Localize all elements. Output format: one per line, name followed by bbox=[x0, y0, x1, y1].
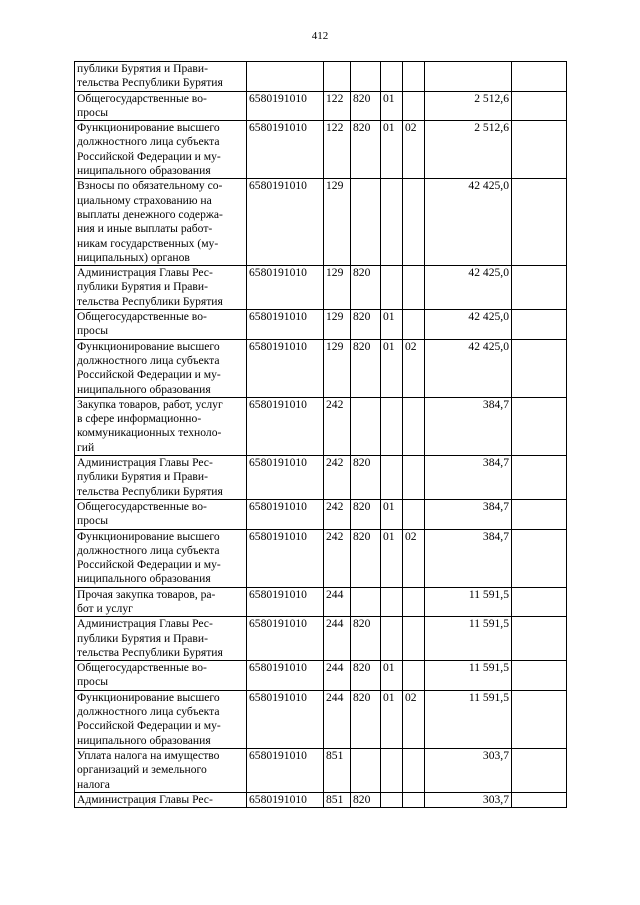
row-expense-type-cell: 242 bbox=[324, 456, 351, 500]
row-extra-cell bbox=[512, 91, 567, 121]
row-administrator-cell: 820 bbox=[351, 690, 381, 748]
row-subsection-cell: 02 bbox=[403, 121, 425, 179]
row-expense-type-cell: 244 bbox=[324, 661, 351, 691]
row-name-cell: Функционирование высшего должностного лица субъекта Российской Федерации и му- ниципального образования bbox=[75, 339, 247, 397]
row-section-cell: 01 bbox=[381, 310, 403, 340]
row-expense-type-cell: 242 bbox=[324, 529, 351, 587]
table-body bbox=[75, 62, 567, 808]
row-code-cell: 6580191010 bbox=[247, 792, 324, 807]
row-extra-cell bbox=[512, 661, 567, 691]
row-name-cell: Функционирование высшего должностного лица субъекта Российской Федерации и му- ниципального образования bbox=[75, 121, 247, 179]
row-sum-cell: 11 591,5 bbox=[425, 617, 512, 661]
row-administrator-cell: 820 bbox=[351, 121, 381, 179]
table-row bbox=[75, 499, 567, 529]
row-expense-type-cell: 244 bbox=[324, 617, 351, 661]
row-subsection-cell bbox=[403, 91, 425, 121]
row-expense-type-cell: 129 bbox=[324, 310, 351, 340]
table-row bbox=[75, 91, 567, 121]
row-section-cell bbox=[381, 617, 403, 661]
table-row bbox=[75, 339, 567, 397]
row-sum-cell: 42 425,0 bbox=[425, 339, 512, 397]
table-row bbox=[75, 266, 567, 310]
row-code-cell: 6580191010 bbox=[247, 661, 324, 691]
row-administrator-cell: 820 bbox=[351, 266, 381, 310]
row-section-cell: 01 bbox=[381, 91, 403, 121]
row-sum-cell: 384,7 bbox=[425, 397, 512, 455]
row-subsection-cell bbox=[403, 266, 425, 310]
row-name-cell: Уплата налога на имущество организаций и земельного налога bbox=[75, 748, 247, 792]
row-subsection-cell: 02 bbox=[403, 339, 425, 397]
row-code-cell: 6580191010 bbox=[247, 266, 324, 310]
row-subsection-cell bbox=[403, 661, 425, 691]
row-name-cell: Администрация Главы Рес- публики Бурятия и Прави- тельства Республики Бурятия bbox=[75, 456, 247, 500]
row-name-cell: Общегосударственные во- просы bbox=[75, 91, 247, 121]
row-name-cell: Взносы по обязательному со- циальному страхованию на выплаты денежного содержа- ния и иные выплаты работ- никам государственных (му- ниципальных) органов bbox=[75, 179, 247, 266]
row-sum-cell: 384,7 bbox=[425, 456, 512, 500]
row-administrator-cell: 820 bbox=[351, 310, 381, 340]
row-subsection-cell bbox=[403, 617, 425, 661]
row-name-cell: Функционирование высшего должностного лица субъекта Российской Федерации и му- ниципального образования bbox=[75, 529, 247, 587]
row-expense-type-cell: 851 bbox=[324, 748, 351, 792]
row-sum-cell: 303,7 bbox=[425, 748, 512, 792]
row-extra-cell bbox=[512, 690, 567, 748]
row-name-cell: Администрация Главы Рес- публики Бурятия и Прави- тельства Республики Бурятия bbox=[75, 617, 247, 661]
row-sum-cell: 42 425,0 bbox=[425, 310, 512, 340]
row-subsection-cell bbox=[403, 456, 425, 500]
row-section-cell bbox=[381, 62, 403, 92]
row-extra-cell bbox=[512, 792, 567, 807]
row-sum-cell: 42 425,0 bbox=[425, 179, 512, 266]
table-row bbox=[75, 179, 567, 266]
table-row bbox=[75, 456, 567, 500]
row-name-cell: Администрация Главы Рес- bbox=[75, 792, 247, 807]
row-extra-cell bbox=[512, 456, 567, 500]
row-extra-cell bbox=[512, 310, 567, 340]
row-administrator-cell: 820 bbox=[351, 499, 381, 529]
row-code-cell: 6580191010 bbox=[247, 179, 324, 266]
row-expense-type-cell: 122 bbox=[324, 121, 351, 179]
row-sum-cell: 303,7 bbox=[425, 792, 512, 807]
row-expense-type-cell: 244 bbox=[324, 690, 351, 748]
row-subsection-cell bbox=[403, 179, 425, 266]
row-name-cell: Закупка товаров, работ, услуг в сфере информационно- коммуникационных техноло- гий bbox=[75, 397, 247, 455]
row-extra-cell bbox=[512, 266, 567, 310]
row-section-cell: 01 bbox=[381, 121, 403, 179]
row-sum-cell: 2 512,6 bbox=[425, 91, 512, 121]
row-administrator-cell bbox=[351, 179, 381, 266]
row-code-cell bbox=[247, 62, 324, 92]
row-administrator-cell: 820 bbox=[351, 529, 381, 587]
row-code-cell: 6580191010 bbox=[247, 91, 324, 121]
row-section-cell bbox=[381, 266, 403, 310]
page-number: 412 bbox=[311, 30, 329, 42]
row-administrator-cell bbox=[351, 748, 381, 792]
row-sum-cell: 2 512,6 bbox=[425, 121, 512, 179]
row-extra-cell bbox=[512, 748, 567, 792]
row-administrator-cell bbox=[351, 62, 381, 92]
table-row bbox=[75, 792, 567, 807]
table-row bbox=[75, 617, 567, 661]
row-extra-cell bbox=[512, 62, 567, 92]
row-extra-cell bbox=[512, 499, 567, 529]
table-row bbox=[75, 529, 567, 587]
row-sum-cell: 384,7 bbox=[425, 499, 512, 529]
row-name-cell: Общегосударственные во- просы bbox=[75, 499, 247, 529]
table-row bbox=[75, 62, 567, 92]
row-code-cell: 6580191010 bbox=[247, 397, 324, 455]
budget-table bbox=[74, 61, 567, 808]
row-code-cell: 6580191010 bbox=[247, 499, 324, 529]
row-subsection-cell bbox=[403, 310, 425, 340]
row-extra-cell bbox=[512, 121, 567, 179]
row-code-cell: 6580191010 bbox=[247, 339, 324, 397]
row-section-cell: 01 bbox=[381, 499, 403, 529]
row-administrator-cell bbox=[351, 397, 381, 455]
row-code-cell: 6580191010 bbox=[247, 456, 324, 500]
row-sum-cell bbox=[425, 62, 512, 92]
row-administrator-cell: 820 bbox=[351, 339, 381, 397]
row-expense-type-cell bbox=[324, 62, 351, 92]
row-section-cell bbox=[381, 179, 403, 266]
row-code-cell: 6580191010 bbox=[247, 121, 324, 179]
row-administrator-cell: 820 bbox=[351, 91, 381, 121]
row-expense-type-cell: 129 bbox=[324, 179, 351, 266]
row-expense-type-cell: 244 bbox=[324, 587, 351, 617]
table-row bbox=[75, 690, 567, 748]
row-subsection-cell bbox=[403, 748, 425, 792]
row-extra-cell bbox=[512, 587, 567, 617]
row-extra-cell bbox=[512, 179, 567, 266]
row-code-cell: 6580191010 bbox=[247, 748, 324, 792]
row-administrator-cell: 820 bbox=[351, 617, 381, 661]
row-subsection-cell bbox=[403, 499, 425, 529]
row-subsection-cell bbox=[403, 397, 425, 455]
table-row bbox=[75, 121, 567, 179]
row-sum-cell: 11 591,5 bbox=[425, 661, 512, 691]
table-row bbox=[75, 661, 567, 691]
table-row bbox=[75, 587, 567, 617]
row-extra-cell bbox=[512, 617, 567, 661]
row-section-cell bbox=[381, 587, 403, 617]
row-expense-type-cell: 242 bbox=[324, 397, 351, 455]
row-administrator-cell bbox=[351, 587, 381, 617]
row-code-cell: 6580191010 bbox=[247, 310, 324, 340]
row-sum-cell: 11 591,5 bbox=[425, 587, 512, 617]
row-sum-cell: 42 425,0 bbox=[425, 266, 512, 310]
row-name-cell: Функционирование высшего должностного лица субъекта Российской Федерации и му- ниципального образования bbox=[75, 690, 247, 748]
row-code-cell: 6580191010 bbox=[247, 587, 324, 617]
row-section-cell: 01 bbox=[381, 661, 403, 691]
row-code-cell: 6580191010 bbox=[247, 529, 324, 587]
row-administrator-cell: 820 bbox=[351, 792, 381, 807]
row-extra-cell bbox=[512, 397, 567, 455]
row-name-cell: Прочая закупка товаров, ра- бот и услуг bbox=[75, 587, 247, 617]
row-subsection-cell: 02 bbox=[403, 529, 425, 587]
row-section-cell: 01 bbox=[381, 339, 403, 397]
row-extra-cell bbox=[512, 529, 567, 587]
row-subsection-cell: 02 bbox=[403, 690, 425, 748]
table-row bbox=[75, 397, 567, 455]
row-section-cell: 01 bbox=[381, 690, 403, 748]
row-expense-type-cell: 851 bbox=[324, 792, 351, 807]
row-subsection-cell bbox=[403, 62, 425, 92]
row-section-cell: 01 bbox=[381, 529, 403, 587]
row-name-cell: публики Бурятия и Прави- тельства Республики Бурятия bbox=[75, 62, 247, 92]
row-section-cell bbox=[381, 792, 403, 807]
row-subsection-cell bbox=[403, 792, 425, 807]
row-code-cell: 6580191010 bbox=[247, 617, 324, 661]
row-name-cell: Администрация Главы Рес- публики Бурятия и Прави- тельства Республики Бурятия bbox=[75, 266, 247, 310]
table-row bbox=[75, 310, 567, 340]
row-name-cell: Общегосударственные во- просы bbox=[75, 310, 247, 340]
row-expense-type-cell: 122 bbox=[324, 91, 351, 121]
row-expense-type-cell: 129 bbox=[324, 339, 351, 397]
table-row bbox=[75, 748, 567, 792]
row-section-cell bbox=[381, 748, 403, 792]
row-section-cell bbox=[381, 397, 403, 455]
row-name-cell: Общегосударственные во- просы bbox=[75, 661, 247, 691]
row-code-cell: 6580191010 bbox=[247, 690, 324, 748]
row-expense-type-cell: 129 bbox=[324, 266, 351, 310]
row-expense-type-cell: 242 bbox=[324, 499, 351, 529]
row-extra-cell bbox=[512, 339, 567, 397]
row-sum-cell: 384,7 bbox=[425, 529, 512, 587]
row-section-cell bbox=[381, 456, 403, 500]
row-sum-cell: 11 591,5 bbox=[425, 690, 512, 748]
row-subsection-cell bbox=[403, 587, 425, 617]
row-administrator-cell: 820 bbox=[351, 456, 381, 500]
row-administrator-cell: 820 bbox=[351, 661, 381, 691]
